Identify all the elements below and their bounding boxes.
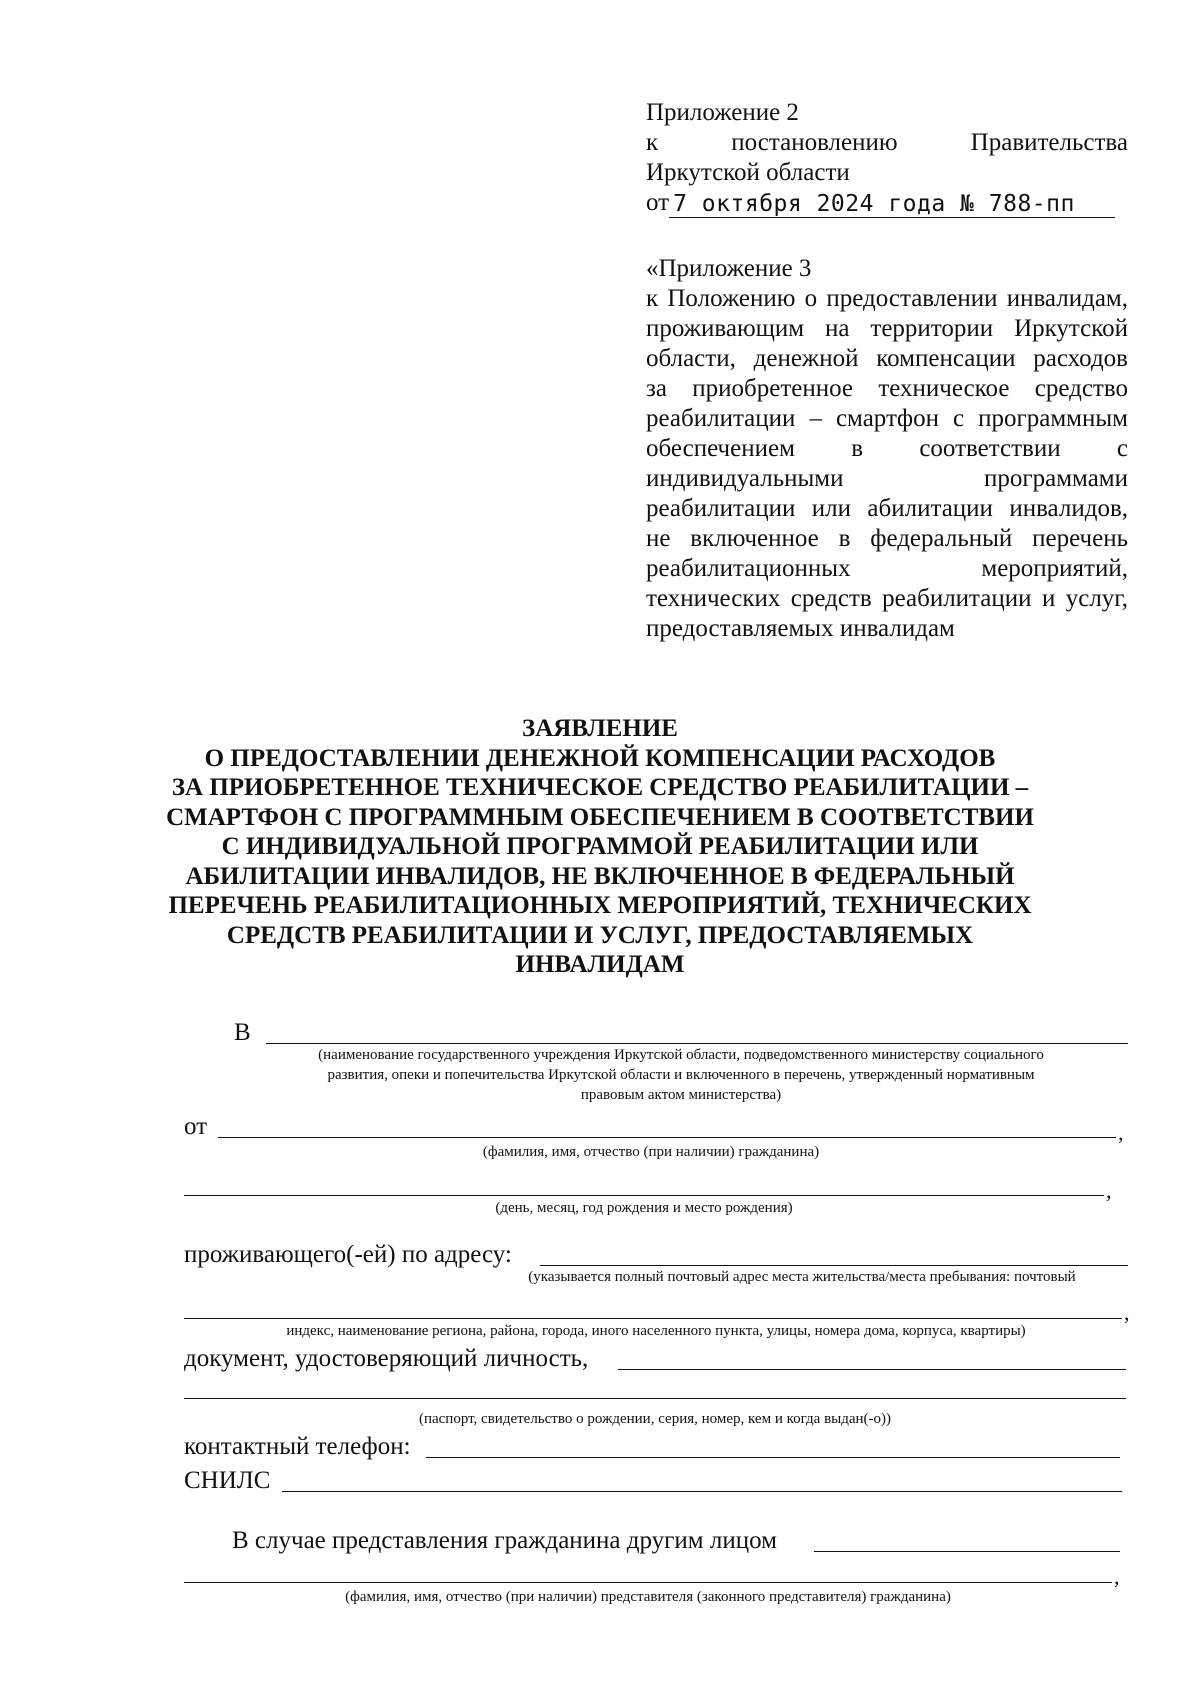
annex2-line2-c: Правительства — [970, 129, 1128, 156]
title-line: С ИНДИВИДУАЛЬНОЙ ПРОГРАММОЙ РЕАБИЛИТАЦИИ ИЛИ — [221, 833, 979, 860]
from-field[interactable] — [218, 1137, 1116, 1138]
title-line: ЗАЯВЛЕНИЕ — [522, 715, 678, 742]
annex2-line1: Приложение 2 — [646, 99, 799, 126]
address-hint-1: (указывается полный почтовый адрес места жительства/места пребывания: почтовый — [528, 1269, 1076, 1285]
document-title — [150, 714, 1050, 980]
address-label: проживающего(-ей) по адресу: — [184, 1241, 512, 1268]
title-line: О ПРЕДОСТАВЛЕНИИ ДЕНЕЖНОЙ КОМПЕНСАЦИИ РАСХОДОВ — [204, 744, 996, 772]
annex3-line: реабилитационных мероприятий, — [646, 555, 1128, 582]
address-field-2[interactable] — [184, 1318, 1122, 1319]
rep-field-1[interactable] — [814, 1551, 1120, 1552]
title-line: СРЕДСТВ РЕАБИЛИТАЦИИ И УСЛУГ, ПРЕДОСТАВЛЯЕМЫХ — [226, 921, 974, 949]
from-hint: (фамилия, имя, отчество (при наличии) гражданина) — [482, 1144, 820, 1160]
annex3-line: обеспечением в соответствии с — [646, 435, 1128, 462]
phone-field[interactable] — [426, 1457, 1120, 1458]
snils-label: СНИЛС — [184, 1467, 271, 1494]
annex2-line2-a: к — [646, 129, 659, 156]
title-line: СМАРТФОН С ПРОГРАММНЫМ ОБЕСПЕЧЕНИЕМ В СООТВЕТСТВИИ — [166, 803, 1034, 831]
annex2-line3: Иркутской области — [646, 159, 850, 186]
birth-comma: , — [1106, 1178, 1112, 1203]
id-label: документ, удостоверяющий личность, — [184, 1345, 589, 1372]
annex3-header: «Приложение 3 — [646, 255, 812, 282]
to-hint-1: (наименование государственного учреждения Иркутской области, подведомственного министерству социального — [318, 1047, 1044, 1063]
annex2-line2 — [646, 128, 1128, 158]
address-comma: , — [1124, 1300, 1130, 1325]
annex3-line: области, денежной компенсации расходов — [646, 345, 1128, 372]
annex2-date: 7 октября 2024 года № 788-пп — [669, 191, 1115, 218]
id-hint: (паспорт, свидетельство о рождении, серия, номер, кем и когда выдан(-о)) — [418, 1411, 892, 1427]
address-hint-2: индекс, наименование региона, района, города, иного населенного пункта, улицы, номера дома, корпуса, квартиры) — [286, 1323, 1026, 1339]
rep-hint: (фамилия, имя, отчество (при наличии) представителя (законного представителя) гражданина) — [345, 1589, 951, 1605]
annex2-line2-b: постановлению — [731, 129, 898, 156]
title-line: АБИЛИТАЦИИ ИНВАЛИДОВ, НЕ ВКЛЮЧЕННОЕ В ФЕДЕРАЛЬНЫЙ — [185, 862, 1015, 890]
to-field[interactable] — [266, 1043, 1128, 1044]
annex2-ot: от — [646, 189, 670, 216]
annex3-block — [646, 254, 1128, 644]
rep-label: В случае представления гражданина другим лицом — [232, 1527, 777, 1554]
id-field-2[interactable] — [184, 1398, 1126, 1399]
rep-field-2[interactable] — [184, 1582, 1112, 1583]
birth-hint: (день, месяц, год рождения и место рождения) — [495, 1200, 793, 1216]
address-field-1[interactable] — [540, 1265, 1128, 1266]
annex3-line: реабилитации или абилитации инвалидов, — [646, 495, 1128, 522]
id-field-1[interactable] — [618, 1369, 1126, 1370]
annex3-line: технических средств реабилитации и услуг, — [646, 585, 1128, 612]
annex3-line: предоставляемых инвалидам — [646, 615, 955, 642]
to-label: В — [234, 1019, 251, 1046]
annex3-line: за приобретенное техническое средство — [646, 375, 1128, 402]
title-line: ИНВАЛИДАМ — [515, 951, 685, 978]
annex2-block — [646, 98, 1128, 218]
to-hint-3: правовым актом министерства) — [580, 1087, 782, 1103]
title-line: ПЕРЕЧЕНЬ РЕАБИЛИТАЦИОННЫХ МЕРОПРИЯТИЙ, ТЕХНИЧЕСКИХ — [168, 892, 1032, 919]
annex3-line: реабилитации – смартфон с программным — [646, 405, 1128, 432]
annex2-date-line — [646, 188, 1128, 218]
annex3-line: к Положению о предоставлении инвалидам, — [646, 285, 1128, 312]
annex3-line: проживающим на территории Иркутской — [646, 315, 1128, 342]
from-comma: , — [1118, 1120, 1124, 1145]
to-hint-2: развития, опеки и попечительства Иркутской области и включенного в перечень, утвержденный нормативным — [327, 1067, 1035, 1083]
rep-comma: , — [1114, 1564, 1120, 1589]
birth-field[interactable] — [184, 1195, 1104, 1196]
annex3-line: индивидуальными программами — [646, 465, 1128, 492]
from-label: от — [184, 1113, 208, 1140]
snils-field[interactable] — [282, 1491, 1122, 1492]
phone-label: контактный телефон: — [184, 1433, 411, 1460]
title-line: ЗА ПРИОБРЕТЕННОЕ ТЕХНИЧЕСКОЕ СРЕДСТВО РЕАБИЛИТАЦИИ – — [171, 774, 1029, 801]
annex3-line: не включенное в федеральный перечень — [646, 525, 1128, 552]
